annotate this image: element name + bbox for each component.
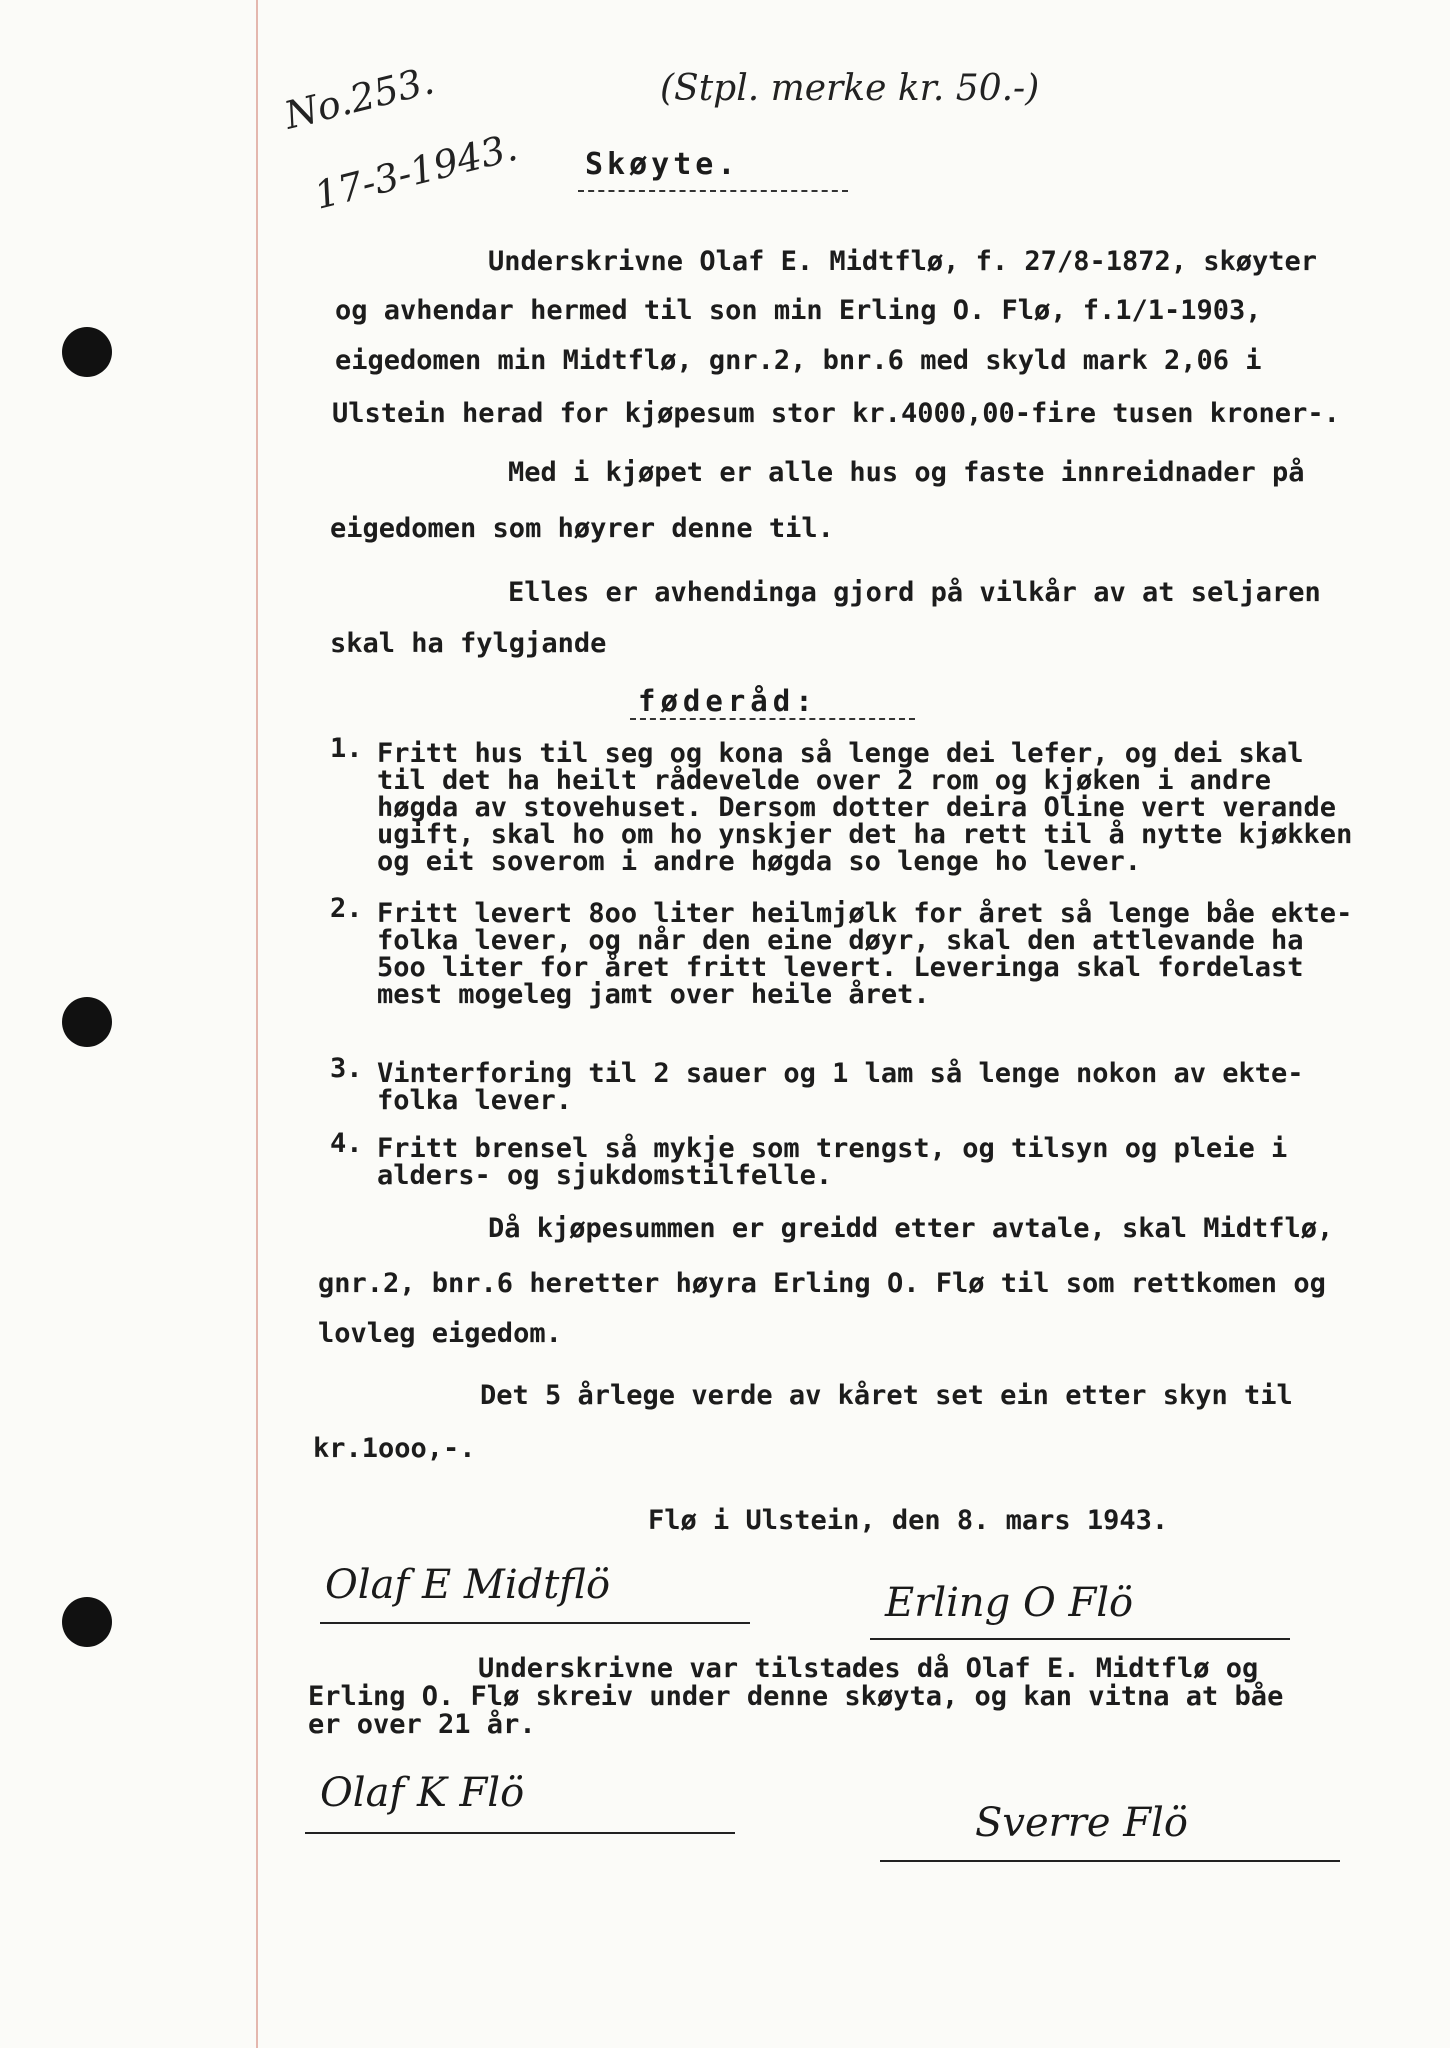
item-line: høgda av stovehuset. Dersom dotter deira Oline vert verande — [377, 792, 1337, 823]
item-line: alders- og sjukdomstilfelle. — [377, 1160, 833, 1191]
item-line: til det ha heilt rådevelde over 2 rom og kjøken i andre — [377, 765, 1272, 796]
punch-hole — [62, 327, 112, 377]
signature-buyer: Erling O Flö — [885, 1580, 1134, 1626]
intro-line: eigedomen min Midtflø, gnr.2, bnr.6 med skyld mark 2,06 i — [335, 345, 1262, 376]
signature-seller: Olaf E Midtflö — [325, 1562, 611, 1608]
paragraph-line: Elles er avhendinga gjord på vilkår av at seljaren — [508, 577, 1321, 608]
margin-line — [256, 0, 258, 2048]
item-line: og eit soverom i andre høgda so lenge ho lever. — [377, 846, 1142, 877]
signature-line — [880, 1860, 1340, 1862]
item-number: 4. — [330, 1128, 363, 1159]
item-line: Fritt hus til seg og kona så lenge dei lefer, og dei skal — [377, 738, 1304, 769]
intro-line: og avhendar hermed til son min Erling O. Flø, f.1/1-1903, — [335, 295, 1262, 326]
intro-line: Ulstein herad for kjøpesum stor kr.4000,00-fire tusen kroner-. — [332, 398, 1340, 429]
item-line: 5oo liter for året fritt levert. Leveringa skal fordelast — [377, 952, 1304, 983]
intro-line: Underskrivne Olaf E. Midtflø, f. 27/8-1872, skøyter — [488, 246, 1318, 277]
item-line: mest mogeleg jamt over heile året. — [377, 979, 930, 1010]
signature-witness-2: Sverre Flö — [975, 1800, 1188, 1846]
signature-line — [305, 1832, 735, 1834]
item-number: 2. — [330, 893, 363, 924]
item-line: folka lever. — [377, 1085, 573, 1116]
paragraph-line: eigedomen som høyrer denne til. — [330, 513, 834, 544]
place-date: Flø i Ulstein, den 8. mars 1943. — [648, 1505, 1169, 1536]
stamp-note: (Stpl. merke kr. 50.-) — [660, 68, 1040, 109]
paragraph-line: gnr.2, bnr.6 heretter høyra Erling O. Flø til som rettkomen og — [318, 1268, 1326, 1299]
paragraph-line: lovleg eigedom. — [318, 1318, 562, 1349]
punch-hole — [62, 997, 112, 1047]
paragraph-line: Då kjøpesummen er greidd etter avtale, skal Midtflø, — [488, 1213, 1334, 1244]
witness-line: Underskrivne var tilstades då Olaf E. Midtflø og — [478, 1653, 1259, 1684]
paragraph-line: kr.1ooo,-. — [313, 1433, 476, 1464]
item-line: Fritt levert 8oo liter heilmjølk for året så lenge båe ekte- — [377, 898, 1353, 929]
case-number: No.253. — [280, 58, 439, 138]
heading-underline — [630, 718, 915, 720]
signature-line — [320, 1622, 750, 1624]
document-title: Skøyte. — [585, 147, 740, 182]
item-line: Vinterforing til 2 sauer og 1 lam så lenge nokon av ekte- — [377, 1058, 1304, 1089]
case-date: 17-3-1943. — [310, 124, 522, 218]
paragraph-line: Med i kjøpet er alle hus og faste innreidnader på — [508, 457, 1305, 488]
paragraph-line: Det 5 årlege verde av kåret set ein etter skyn til — [480, 1380, 1293, 1411]
signature-line — [870, 1638, 1290, 1640]
signature-witness-1: Olaf K Flö — [320, 1770, 525, 1816]
item-line: Fritt brensel så mykje som trengst, og tilsyn og pleie i — [377, 1133, 1288, 1164]
item-line: ugift, skal ho om ho ynskjer det ha rett til å nytte kjøkken — [377, 819, 1353, 850]
witness-line: Erling O. Flø skreiv under denne skøyta, og kan vitna at båe — [308, 1681, 1284, 1712]
item-number: 3. — [330, 1053, 363, 1084]
title-underline — [578, 190, 848, 192]
foderad-heading: føderåd: — [638, 684, 818, 718]
paragraph-line: skal ha fylgjande — [330, 628, 607, 659]
punch-hole — [62, 1597, 112, 1647]
item-number: 1. — [330, 733, 363, 764]
witness-line: er over 21 år. — [308, 1709, 536, 1740]
item-line: folka lever, og når den eine døyr, skal den attlevande ha — [377, 925, 1304, 956]
